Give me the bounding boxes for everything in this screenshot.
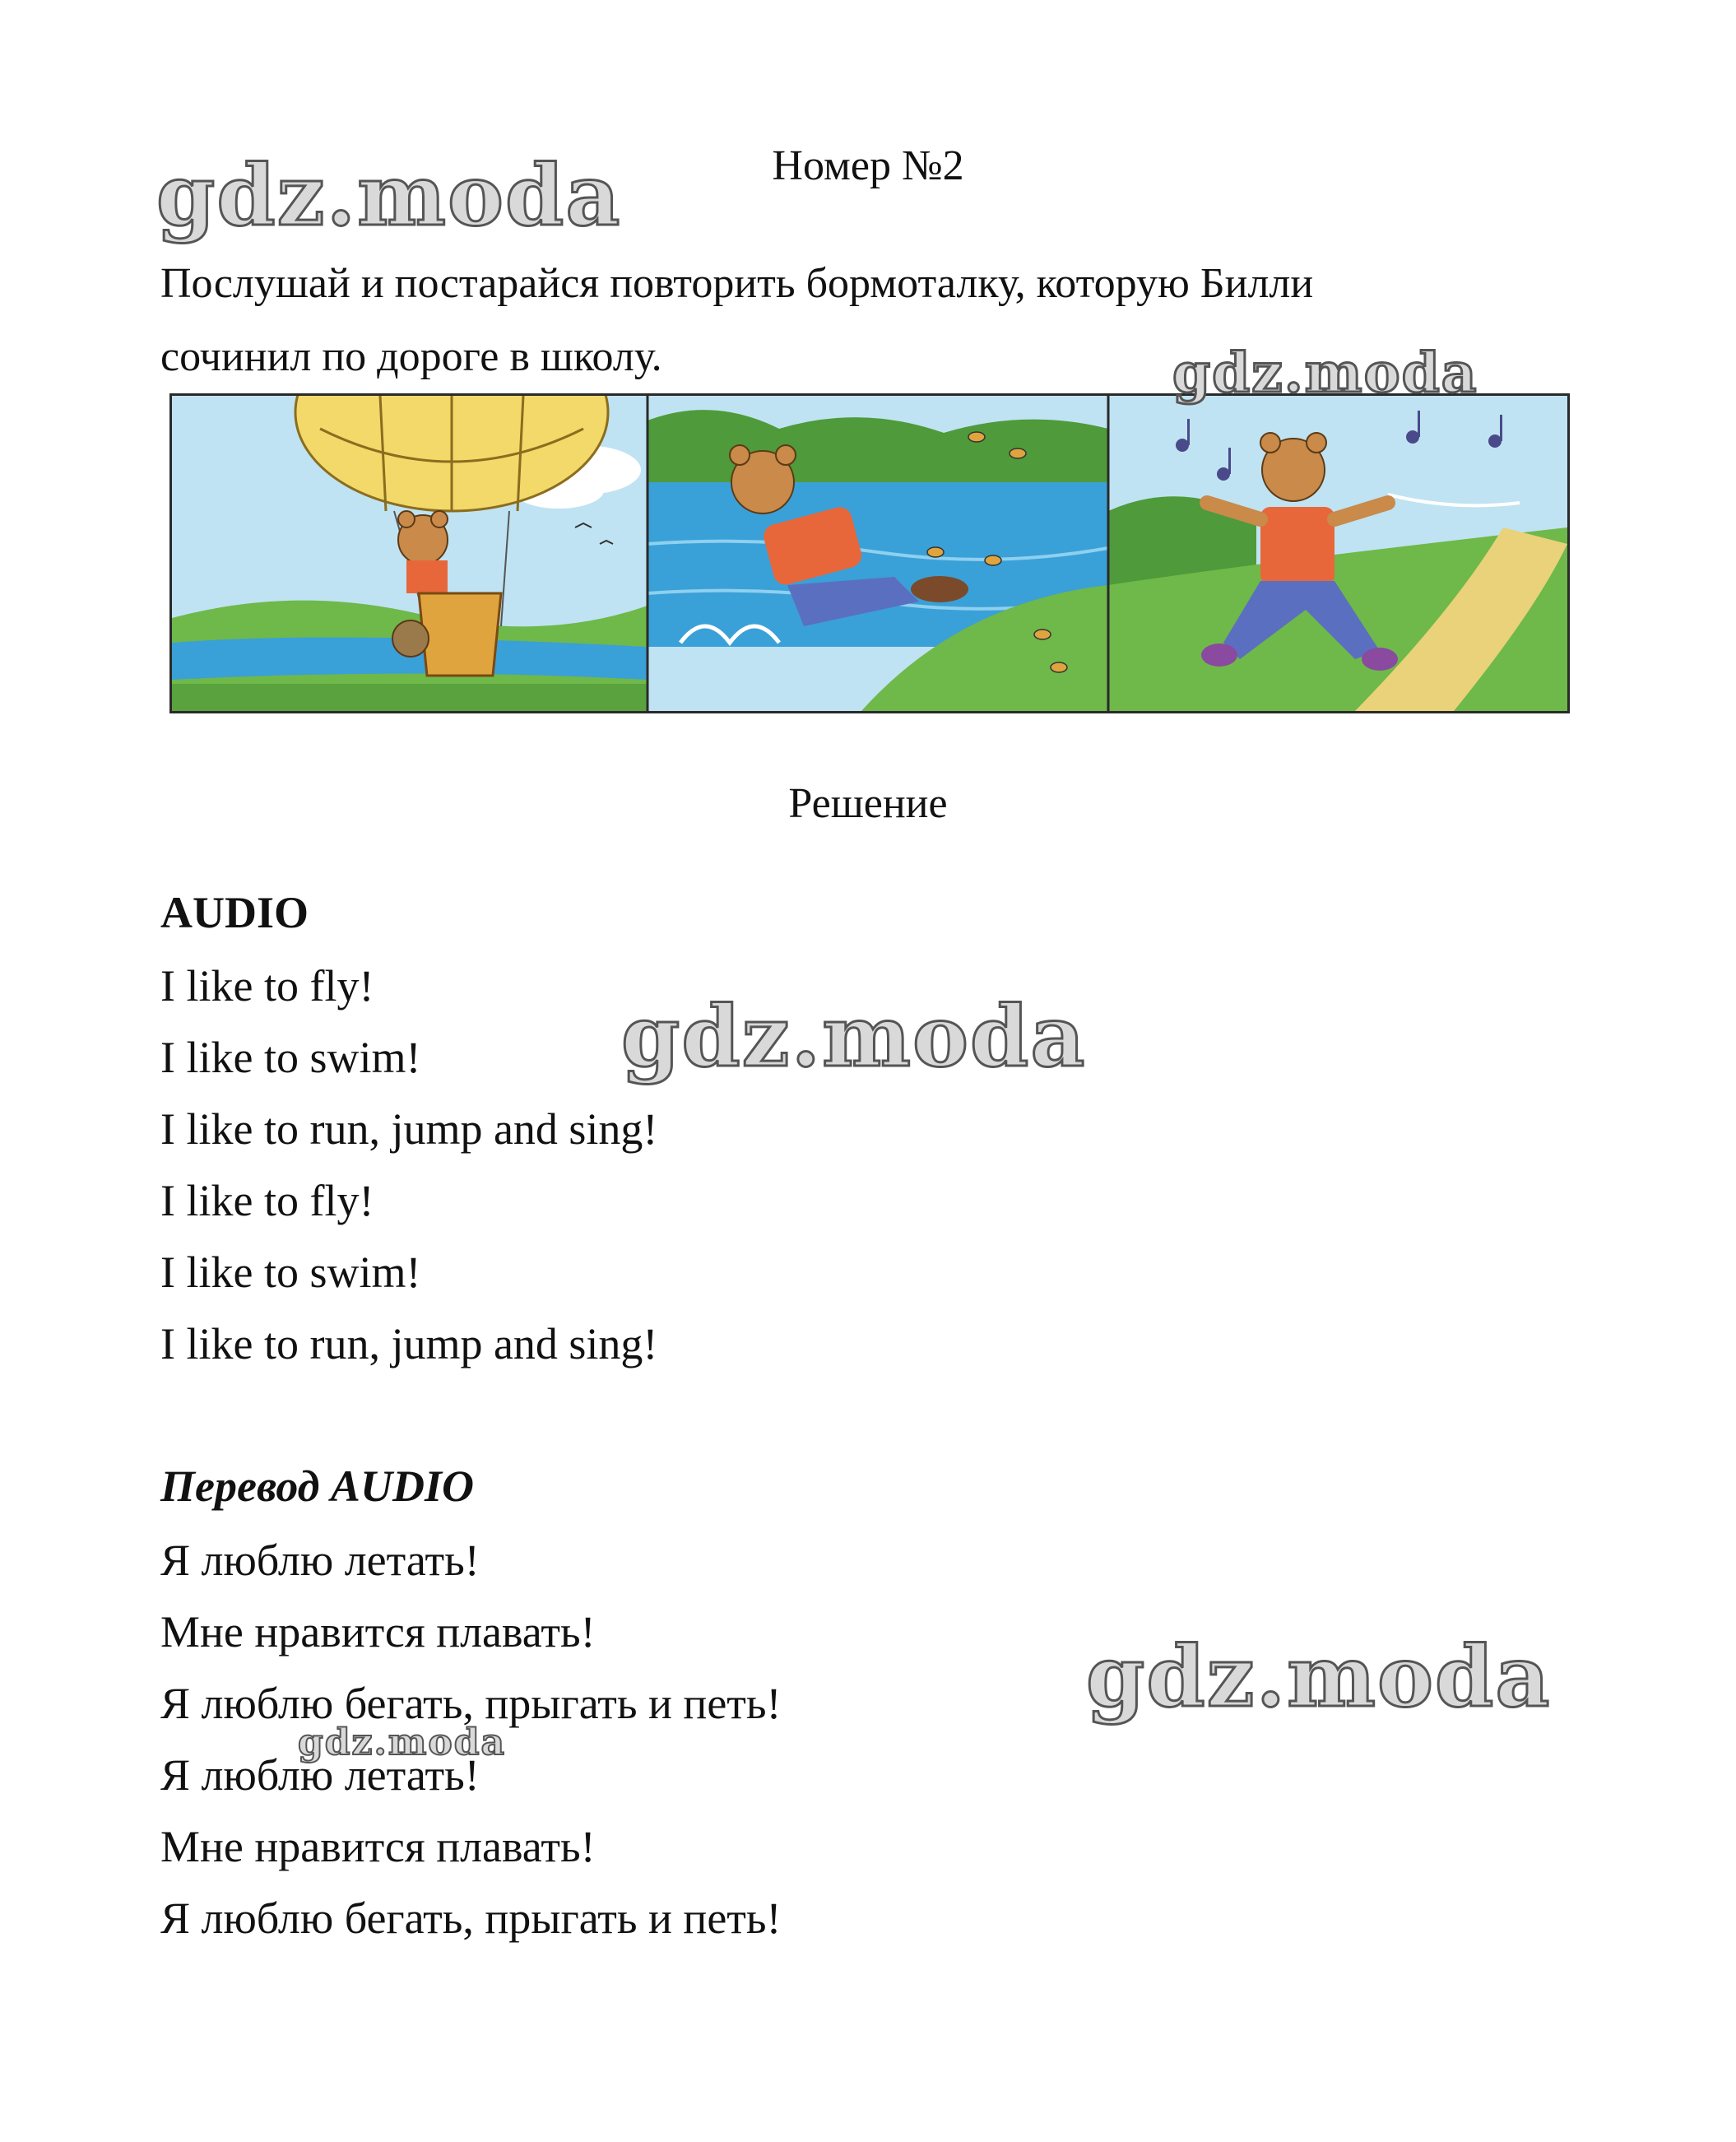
audio-line: I like to swim!: [160, 1248, 421, 1297]
watermark: gdz.moda: [1086, 1628, 1552, 1726]
translation-line: Я люблю бегать, прыгать и петь!: [160, 1679, 782, 1728]
watermark: gdz.moda: [156, 146, 622, 245]
translation-heading: Перевод AUDIO: [160, 1461, 474, 1511]
panel-running: [1108, 396, 1567, 711]
audio-line: I like to run, jump and sing!: [160, 1319, 658, 1368]
audio-line: I like to fly!: [160, 1176, 374, 1225]
task-line-2: сочинил по дороге в школу.: [160, 333, 662, 380]
audio-line: I like to run, jump and sing!: [160, 1104, 658, 1154]
illustration-svg: [172, 396, 1567, 711]
panel-balloon: [172, 396, 648, 711]
translation-line: Я люблю бегать, прыгать и петь!: [160, 1893, 782, 1943]
watermark: gdz.moda: [621, 987, 1087, 1086]
watermark: gdz.moda: [298, 1721, 507, 1763]
solution-label: Решение: [788, 780, 948, 827]
task-line-1: Послушай и постарайся повторить бормоталку, которую Билли: [160, 260, 1314, 307]
audio-line: I like to fly!: [160, 961, 374, 1011]
watermark: gdz.moda: [1172, 341, 1478, 405]
audio-line: I like to swim!: [160, 1033, 421, 1082]
page-title: Номер №2: [772, 142, 964, 189]
translation-line: Мне нравится плавать!: [160, 1607, 596, 1656]
panel-swimming: [648, 396, 1108, 711]
illustration-strip: [169, 393, 1570, 713]
translation-line: Я люблю летать!: [160, 1536, 480, 1585]
audio-lines: [160, 950, 657, 1380]
translation-line: Мне нравится плавать!: [160, 1822, 596, 1871]
translation-line: Я люблю летать!: [160, 1750, 480, 1800]
audio-heading: AUDIO: [160, 888, 309, 937]
